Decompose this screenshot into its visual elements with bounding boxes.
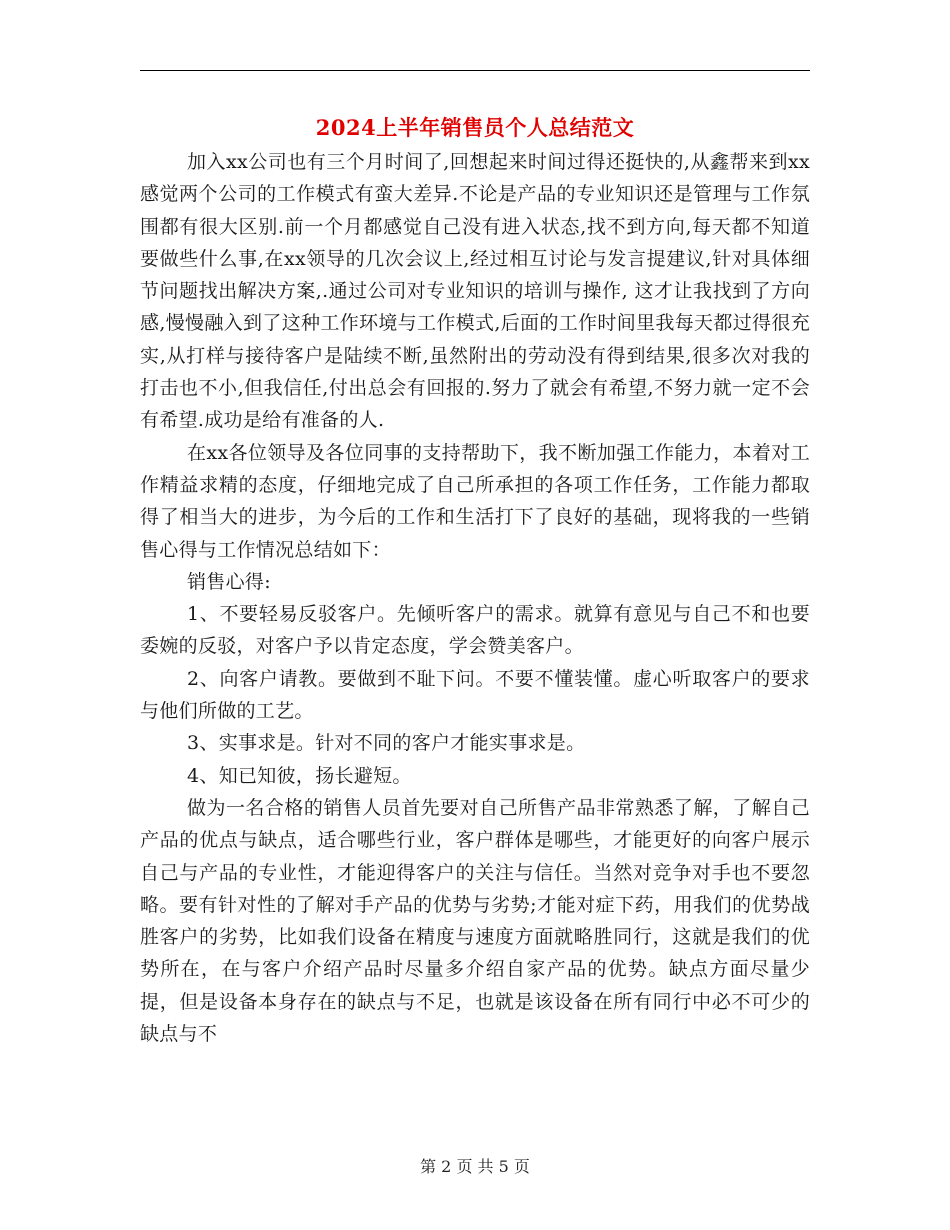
header-rule xyxy=(140,70,810,71)
paragraph-tip-4: 4、知已知彼，扬长避短。 xyxy=(187,764,412,787)
paragraph-tip-1: 1、不要轻易反驳客户。先倾听客户的需求。就算有意见与自己不和也要委婉的反驳，对客户予以肯定态度，学会赞美客户。 xyxy=(140,603,810,658)
paragraph-intro: 加入xx公司也有三个月时间了,回想起来时间过得还挺快的,从鑫帮来到xx感觉两个公司的工作模式有蛮大差异.不论是产品的专业知识还是管理与工作氛围都有很大区别.前一个月都感觉自己没有进入状态,找不到方向,每天都不知道要做些什么事,在xx领导的几次会议上,经过相互讨论与发言提建议,针对具体细节问题找出解决方案,.通过公司对专业知识的培训与操作, 这才让我找到了方向感,慢慢融入到了这种工作环境与工作模式,后面的工作时间里我每天都过得很充实,从打样与接待客户是陆续不断,虽然附出的劳动没有得到结果,很多次对我的打击也不小,但我信任,付出总会有回报的.努力了就会有希望,不努力就一定不会有希望.成功是给有准备的人. xyxy=(140,151,810,432)
paragraph-heading-sales-tips: 销售心得: xyxy=(187,570,271,593)
paragraph-summary-lead: 在xx各位领导及各位同事的支持帮助下，我不断加强工作能力，本着对工作精益求精的态度，仔细地完成了自己所承担的各项工作任务，工作能力都取得了相当大的进步，为今后的工作和生活打下了良好的基础，现将我的一些销售心得与工作情况总结如下： xyxy=(140,441,810,561)
page-number-footer: 第 2 页 共 5 页 xyxy=(420,1157,530,1176)
paragraph-product-knowledge: 做为一名合格的销售人员首先要对自己所售产品非常熟悉了解，了解自己产品的优点与缺点，适合哪些行业，客户群体是哪些，才能更好的向客户展示自己与产品的专业性，才能迎得客户的关注与信任。当然对竞争对手也不要忽略。要有针对性的了解对手产品的优势与劣势;才能对症下药，用我们的优势战胜客户的劣势，比如我们设备在精度与速度方面就略胜同行，这就是我们的优势所在，在与客户介绍产品时尽量多介绍自家产品的优势。缺点方面尽量少提，但是设备本身存在的缺点与不足，也就是该设备在所有同行中必不可少的缺点与不 xyxy=(140,796,810,1046)
paragraph-tip-3: 3、实事求是。针对不同的客户才能实事求是。 xyxy=(187,732,586,755)
document-title: 2024上半年销售员个人总结范文 xyxy=(315,115,635,140)
paragraph-tip-2: 2、向客户请教。要做到不耻下问。不要不懂装懂。虚心听取客户的要求与他们所做的工艺。 xyxy=(140,667,810,723)
document-body xyxy=(140,146,810,1050)
